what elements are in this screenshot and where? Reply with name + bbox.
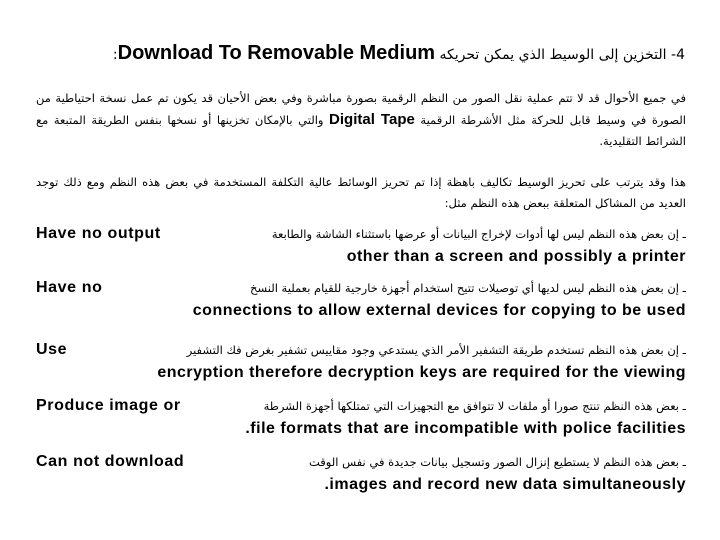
list-item-arabic: ـ إن بعض هذه النظم تستخدم طريقة التشفير الأمر الذي يستدعي وجود مقاييس تشفير بغرض فك التشفير — [186, 343, 686, 357]
list-item-english-start: Use — [36, 341, 68, 358]
list-item-arabic: ـ بعض هذه النظم تنتج صورا أو ملفات لا تتوافق مع التجهيزات التي تمتلكها أجهزة الشرطة — [263, 399, 686, 413]
list-item-english-start: Have no output — [36, 225, 161, 242]
list-item — [36, 338, 686, 384]
paragraph1-digital-tape: Digital Tape — [329, 111, 415, 128]
heading-english: Download To Removable Medium — [117, 42, 436, 64]
list-item-english-rest: other than a screen and possibly a printer — [346, 248, 686, 265]
list-item-english-rest: encryption therefore decryption keys are required for the viewing — [157, 364, 686, 381]
heading-colon: : — [112, 47, 118, 63]
list-item-english-rest: .file formats that are incompatible with police facilities — [245, 420, 686, 437]
list-item-arabic: ـ إن بعض هذه النظم ليس لديها أي توصيلات تتيح استخدام أجهزة خارجية للقيام بعملية النسخ — [250, 281, 686, 295]
paragraph-removable-media — [36, 88, 686, 152]
list-item — [36, 450, 686, 496]
list-item-arabic: ـ إن بعض هذه النظم ليس لها أدوات لإخراج البيانات أو عرضها باستثناء الشاشة والطابعة — [271, 227, 686, 241]
section-heading — [70, 38, 685, 68]
paragraph1-text-after: والتي بالإمكان تخزينها أو نسخها بنفس الطريقة المتبعة مع الشرائط التقليدية. — [36, 113, 686, 148]
list-item-english-start: Have no — [36, 279, 103, 296]
heading-arabic: 4- التخزين إلى الوسيط الذي يمكن تحريكه — [439, 47, 685, 63]
paragraph2-text: هذا وقد يترتب على تحريز الوسيط تكاليف باهظة إذا تم تحريز الوسائط عالية التكلفة المستخدمة في بعض هذه النظم ومع ذلك توجد العديد من المشاكل المتعلقة ببعض هذه النظم مثل: — [36, 175, 686, 210]
list-item — [36, 222, 686, 268]
list-item-english-start: Produce image or — [36, 397, 181, 414]
list-item-english-start: Can not download — [36, 453, 185, 470]
paragraph1-text-before: في جميع الأحوال قد لا تتم عملية نقل الصور من النظم الرقمية بصورة مباشرة وفي بعض الأحيان قد يكون تم عمل نسخة احتياطية من الصورة في وسيط قابل للحركة مثل الأشرطة الرقمية — [36, 91, 687, 127]
list-item-english-rest: .images and record new data simultaneously — [324, 476, 686, 493]
list-item-english-rest: connections to allow external devices for copying to be used — [192, 302, 686, 319]
list-item — [36, 276, 686, 322]
list-item-arabic: ـ بعض هذه النظم لا يستطيع إنزال الصور وتسجيل بيانات جديدة في نفس الوقت — [308, 455, 686, 469]
list-item — [36, 394, 686, 440]
paragraph-problems-intro — [36, 172, 686, 214]
